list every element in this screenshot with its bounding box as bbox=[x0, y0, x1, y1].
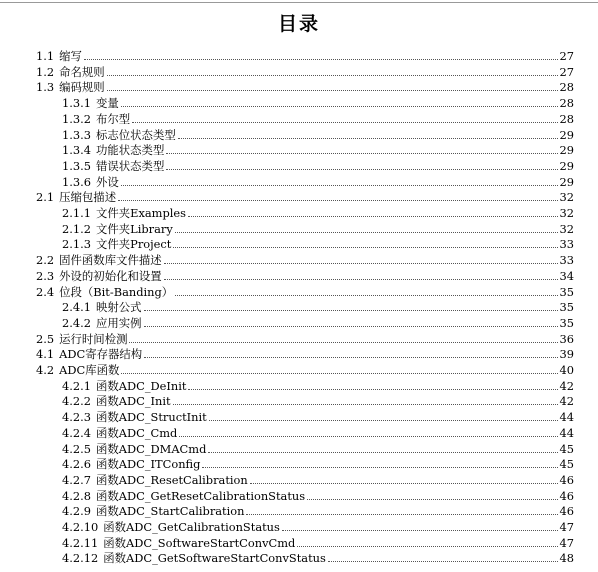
toc-entry-number: 1.3.5 bbox=[62, 158, 91, 173]
toc-entry-page: 27 bbox=[559, 49, 574, 63]
toc-entry-number: 2.1 bbox=[36, 190, 55, 205]
toc-leader-dots bbox=[164, 278, 558, 280]
toc-entry-number: 1.3.6 bbox=[62, 174, 91, 189]
toc-entry-title: 压缩包描述 bbox=[59, 190, 117, 205]
toc-entry[interactable] bbox=[62, 551, 574, 565]
toc-entry-number: 1.1 bbox=[36, 49, 55, 63]
toc-entry[interactable] bbox=[62, 300, 574, 314]
toc-entry[interactable] bbox=[62, 316, 574, 330]
toc-leader-dots bbox=[121, 105, 558, 107]
toc-entry[interactable] bbox=[62, 175, 574, 189]
toc-entry-number: 1.3.2 bbox=[62, 111, 91, 126]
toc-entry-page: 39 bbox=[559, 347, 574, 362]
toc-leader-dots bbox=[188, 388, 557, 390]
toc-entry-title: 固件函数库文件描述 bbox=[59, 253, 162, 268]
toc-entry-title: 函数ADC_SoftwareStartConvCmd bbox=[103, 535, 296, 550]
toc-entry[interactable] bbox=[62, 143, 574, 157]
toc-leader-dots bbox=[246, 513, 557, 515]
toc-entry-number: 4.2.11 bbox=[62, 535, 99, 550]
toc-entry-page: 29 bbox=[559, 174, 574, 189]
toc-entry-title: 函数ADC_Init bbox=[95, 394, 171, 409]
toc-entry-number: 2.5 bbox=[36, 331, 55, 346]
toc-entry-title: 外设的初始化和设置 bbox=[59, 268, 162, 283]
toc-leader-dots bbox=[282, 529, 558, 531]
toc-leader-dots bbox=[328, 560, 558, 562]
toc-entry-title: 函数ADC_Cmd bbox=[95, 425, 178, 440]
toc-entry-number: 2.1.3 bbox=[62, 237, 91, 252]
toc-entry-title: 文件夹Project bbox=[95, 237, 172, 252]
toc-leader-dots bbox=[173, 246, 557, 248]
toc-leader-dots bbox=[121, 372, 557, 374]
toc-leader-dots bbox=[166, 152, 557, 154]
toc-entry-page: 42 bbox=[559, 394, 574, 409]
toc-leader-dots bbox=[209, 419, 558, 421]
toc-entry-page: 35 bbox=[559, 315, 574, 330]
toc-entry[interactable] bbox=[62, 394, 574, 408]
toc-entry-number: 4.1 bbox=[36, 347, 55, 362]
toc-entry-title: 函数ADC_StartCalibration bbox=[95, 504, 245, 519]
toc-entry-number: 1.3.1 bbox=[62, 96, 91, 111]
toc-entry-title: 位段（Bit-Banding） bbox=[59, 284, 174, 299]
toc-entry[interactable] bbox=[62, 379, 574, 393]
toc-entry-page: 35 bbox=[559, 300, 574, 315]
toc-entry-number: 1.3.3 bbox=[62, 127, 91, 142]
toc-leader-dots bbox=[166, 168, 557, 170]
toc-entry-title: 命名规则 bbox=[59, 64, 105, 79]
toc-entry-page: 27 bbox=[559, 64, 574, 79]
toc-entry-title: 函数ADC_GetResetCalibrationStatus bbox=[95, 488, 306, 503]
toc-leader-dots bbox=[118, 199, 557, 201]
toc-leader-dots bbox=[307, 498, 557, 500]
toc-entry-page: 40 bbox=[559, 363, 574, 377]
toc-entry-number: 4.2.4 bbox=[62, 425, 91, 440]
toc-entry[interactable] bbox=[62, 504, 574, 518]
toc-entry[interactable] bbox=[62, 473, 574, 487]
toc-entry-title: 应用实例 bbox=[95, 315, 142, 330]
toc-entry-page: 44 bbox=[559, 425, 574, 440]
toc-entry-page: 34 bbox=[559, 268, 574, 283]
toc-entry-page: 46 bbox=[559, 472, 574, 487]
toc-leader-dots bbox=[132, 121, 557, 123]
toc-entry-title: 映射公式 bbox=[95, 300, 142, 315]
toc-entry-page: 35 bbox=[559, 284, 574, 299]
toc-leader-dots bbox=[297, 545, 557, 547]
toc-entry-page: 46 bbox=[559, 488, 574, 503]
toc-entry-page: 45 bbox=[559, 457, 574, 472]
toc-entry[interactable] bbox=[36, 347, 574, 361]
toc-entry-number: 2.2 bbox=[36, 253, 55, 268]
toc-leader-dots bbox=[202, 466, 557, 468]
toc-entry-page: 42 bbox=[559, 378, 574, 393]
toc-entry-number: 2.4.2 bbox=[62, 315, 91, 330]
toc-entry-number: 4.2.3 bbox=[62, 410, 91, 425]
toc-entry[interactable] bbox=[62, 112, 574, 126]
toc-entry-title: 缩写 bbox=[59, 49, 82, 63]
toc-entry[interactable] bbox=[36, 269, 574, 283]
toc-entry-page: 36 bbox=[559, 331, 574, 346]
toc-leader-dots bbox=[164, 262, 558, 264]
toc-entry-page: 32 bbox=[559, 190, 574, 205]
toc-entry-number: 4.2.7 bbox=[62, 472, 91, 487]
toc-entry-title: 功能状态类型 bbox=[95, 143, 165, 158]
toc-entry[interactable] bbox=[36, 65, 574, 79]
toc-entry[interactable] bbox=[62, 128, 574, 142]
toc-entry-number: 2.1.2 bbox=[62, 221, 91, 236]
toc-entry-title: 错误状态类型 bbox=[95, 158, 165, 173]
toc-entry-page: 29 bbox=[559, 143, 574, 158]
toc-entry[interactable] bbox=[62, 222, 574, 236]
toc-entry-title: 函数ADC_DeInit bbox=[95, 378, 187, 393]
toc-entry[interactable] bbox=[62, 442, 574, 456]
toc-entry-page: 28 bbox=[559, 111, 574, 126]
toc-entry-title: 函数ADC_StructInit bbox=[95, 410, 207, 425]
toc-entry[interactable] bbox=[36, 363, 574, 377]
toc-entry-title: ADC库函数 bbox=[59, 363, 120, 377]
toc-entry-page: 46 bbox=[559, 504, 574, 519]
toc-entry[interactable] bbox=[62, 237, 574, 251]
toc-entry-title: 函数ADC_ITConfig bbox=[95, 457, 201, 472]
toc-entry[interactable] bbox=[36, 80, 574, 94]
toc-entry[interactable] bbox=[62, 426, 574, 440]
toc-entry-title: 外设 bbox=[95, 174, 119, 189]
toc-entry-page: 29 bbox=[559, 158, 574, 173]
toc-entry-page: 48 bbox=[559, 551, 574, 566]
toc-entry-title: 文件夹Examples bbox=[95, 206, 187, 220]
toc-entry-title: 函数ADC_GetCalibrationStatus bbox=[103, 520, 280, 534]
toc-leader-dots bbox=[107, 89, 558, 91]
toc-leader-dots bbox=[84, 58, 558, 60]
toc-entry-title: 文件夹Library bbox=[95, 221, 173, 236]
page-title: 目录 bbox=[277, 13, 320, 35]
toc-entry-page: 47 bbox=[559, 520, 574, 534]
toc-entry-title: ADC寄存器结构 bbox=[59, 347, 143, 362]
toc-entry-number: 4.2.10 bbox=[62, 520, 99, 534]
toc-leader-dots bbox=[173, 403, 558, 405]
toc-entry-page: 44 bbox=[559, 410, 574, 425]
toc-leader-dots bbox=[144, 356, 557, 358]
toc-entry-number: 2.1.1 bbox=[62, 206, 91, 220]
toc-entry[interactable] bbox=[36, 332, 574, 346]
toc-entry[interactable] bbox=[62, 489, 574, 503]
toc-entry[interactable] bbox=[36, 253, 574, 267]
toc-leader-dots bbox=[188, 215, 557, 217]
toc-entry-title: 运行时间检测 bbox=[59, 331, 128, 346]
toc-entry-page: 33 bbox=[559, 253, 574, 268]
toc-entry-number: 2.4 bbox=[36, 284, 55, 299]
toc-entry-number: 4.2.1 bbox=[62, 378, 91, 393]
toc-entry-page: 47 bbox=[559, 535, 574, 550]
toc-entry-page: 32 bbox=[559, 221, 574, 236]
toc-entry-page: 33 bbox=[559, 237, 574, 252]
toc-entry[interactable] bbox=[36, 285, 574, 299]
toc-entry-title: 变量 bbox=[95, 96, 119, 111]
toc-entry-page: 45 bbox=[559, 441, 574, 456]
toc-leader-dots bbox=[121, 184, 558, 186]
toc-entry-number: 2.4.1 bbox=[62, 300, 91, 315]
toc-entry-page: 28 bbox=[559, 80, 574, 95]
toc-entry-number: 1.3 bbox=[36, 80, 55, 95]
toc-entry[interactable] bbox=[62, 410, 574, 424]
toc-entry-number: 4.2.2 bbox=[62, 394, 91, 409]
toc-leader-dots bbox=[208, 451, 557, 453]
toc-entry-number: 2.3 bbox=[36, 268, 55, 283]
toc-leader-dots bbox=[107, 74, 558, 76]
toc-entry-number: 4.2.8 bbox=[62, 488, 91, 503]
toc-entry-title: 标志位状态类型 bbox=[95, 127, 176, 142]
toc-entry-title: 函数ADC_GetSoftwareStartConvStatus bbox=[103, 551, 326, 566]
toc-entry-title: 函数ADC_DMACmd bbox=[95, 441, 207, 456]
toc-entry[interactable] bbox=[36, 190, 574, 204]
top-rule bbox=[0, 2, 598, 3]
toc-leader-dots bbox=[175, 231, 558, 233]
toc-leader-dots bbox=[144, 325, 558, 327]
toc-entry-number: 4.2.6 bbox=[62, 457, 91, 472]
toc-entry-number: 1.2 bbox=[36, 64, 55, 79]
toc-entry-title: 函数ADC_ResetCalibration bbox=[95, 472, 248, 487]
toc-entry-page: 32 bbox=[559, 206, 574, 220]
toc-leader-dots bbox=[144, 309, 558, 311]
toc-entry[interactable] bbox=[62, 520, 574, 534]
toc-entry[interactable] bbox=[62, 206, 574, 220]
toc-leader-dots bbox=[250, 482, 558, 484]
toc-leader-dots bbox=[129, 341, 557, 343]
toc-entry-number: 4.2 bbox=[36, 363, 55, 377]
toc-leader-dots bbox=[178, 137, 558, 139]
toc-entry[interactable] bbox=[62, 96, 574, 110]
toc-entry[interactable] bbox=[62, 159, 574, 173]
toc-leader-dots bbox=[175, 294, 557, 296]
toc-entry-number: 1.3.4 bbox=[62, 143, 91, 158]
toc-leader-dots bbox=[179, 435, 557, 437]
toc-entry[interactable] bbox=[36, 49, 574, 63]
toc-entry-page: 29 bbox=[559, 127, 574, 142]
toc-entry-number: 4.2.5 bbox=[62, 441, 91, 456]
toc-entry-title: 编码规则 bbox=[59, 80, 105, 95]
toc-entry[interactable] bbox=[62, 536, 574, 550]
toc-entry-title: 布尔型 bbox=[95, 111, 131, 126]
toc-entry[interactable] bbox=[62, 457, 574, 471]
toc-entry-number: 4.2.12 bbox=[62, 551, 99, 566]
toc-entry-number: 4.2.9 bbox=[62, 504, 91, 519]
toc-entry-page: 28 bbox=[559, 96, 574, 111]
